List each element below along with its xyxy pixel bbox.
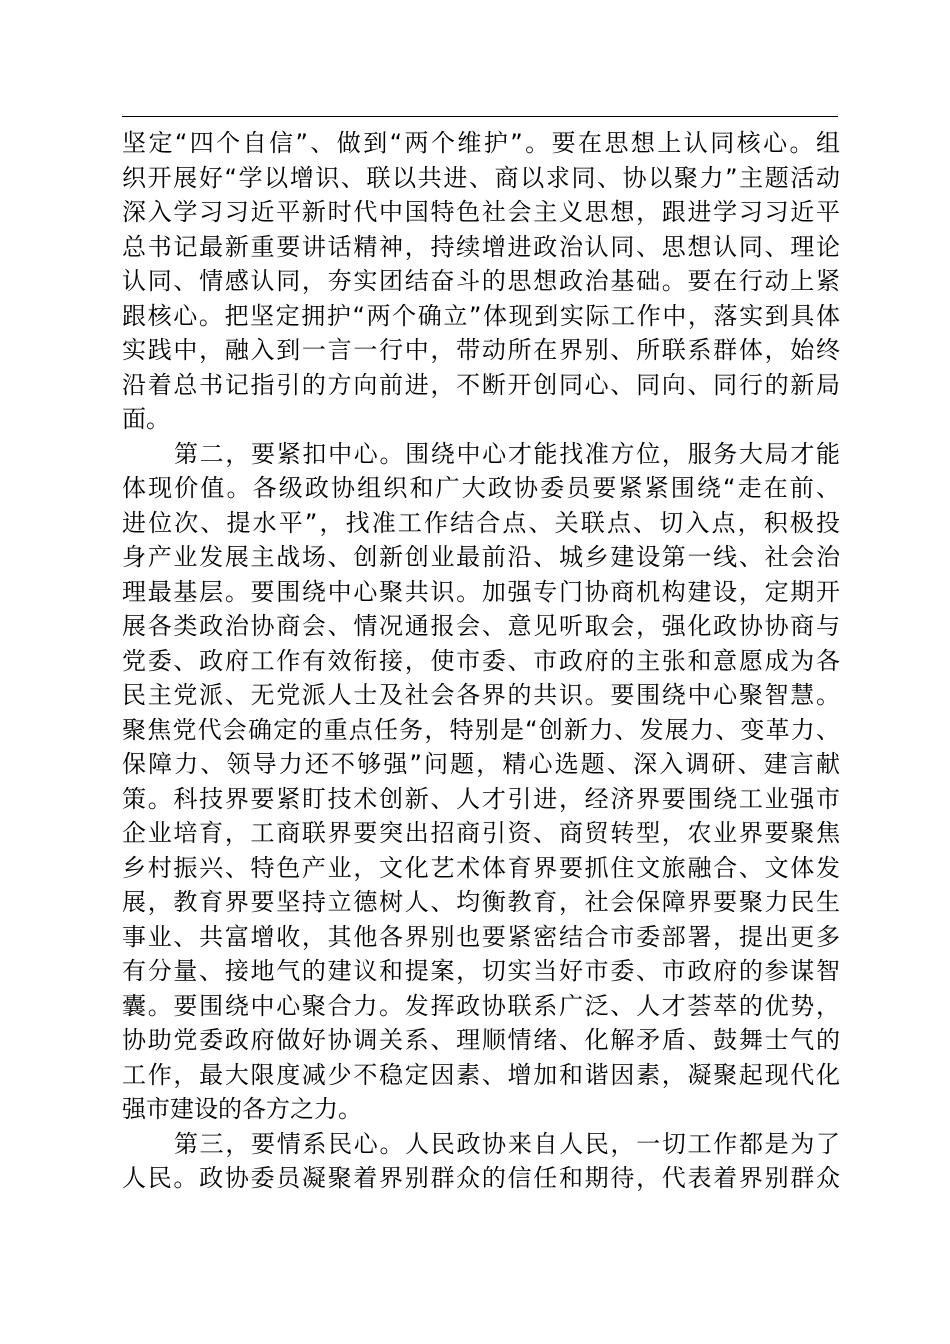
header-rule — [122, 116, 838, 117]
text-line: 织开展好“学以增识、联以共进、商以求同、协以聚力”主题活动 — [122, 163, 840, 192]
text-line: 进位次、提水平”，找准工作结合点、关联点、切入点，积极投 — [122, 508, 840, 537]
text-line: 工作，最大限度减少不稳定因素、增加和谐因素，凝聚起现代化 — [122, 1060, 840, 1089]
text-line: 理最基层。要围绕中心聚共识。加强专门协商机构建设，定期开 — [122, 577, 840, 606]
text-line: 党委、政府工作有效衔接，使市委、市政府的主张和意愿成为各 — [122, 646, 840, 675]
text-line: 体现价值。各级政协组织和广大政协委员要紧紧围绕“走在前、 — [122, 474, 840, 502]
text-line: 乡村振兴、特色产业，文化艺术体育界要抓住文旅融合、文体发 — [122, 853, 840, 882]
text-line: 人民。政协委员凝聚着界别群众的信任和期待，代表着界别群众 — [122, 1164, 840, 1192]
text-line: 深入学习习近平新时代中国特色社会主义思想，跟进学习习近平 — [122, 198, 840, 226]
text-line: 认同、情感认同，夯实团结奋斗的思想政治基础。要在行动上紧 — [122, 267, 840, 295]
text-line: 强市建设的各方之力。 — [122, 1095, 362, 1123]
text-line: 实践中，融入到一言一行中，带动所在界别、所联系群体，始终 — [122, 336, 840, 364]
body-text — [122, 126, 840, 1196]
text-line: 总书记最新重要讲话精神，持续增进政治认同、思想认同、理论 — [122, 232, 840, 261]
text-line: 囊。要围绕中心聚合力。发挥政协联系广泛、人才荟萃的优势， — [122, 991, 840, 1020]
text-line: 坚定“四个自信”、做到“两个维护”。要在思想上认同核心。组 — [122, 129, 840, 157]
text-line: 民主党派、无党派人士及社会各界的共识。要围绕中心聚智慧。 — [122, 681, 840, 709]
text-line: 第二，要紧扣中心。围绕中心才能找准方位，服务大局才能 — [174, 439, 840, 468]
text-line: 身产业发展主战场、创新创业最前沿、城乡建设第一线、社会治 — [122, 543, 840, 571]
text-line: 跟核心。把坚定拥护“两个确立”体现到实际工作中，落实到具体 — [122, 301, 840, 330]
text-line: 事业、共富增收，其他各界别也要紧密结合市委部署，提出更多 — [122, 922, 840, 951]
text-line: 策。科技界要紧盯技术创新、人才引进，经济界要围绕工业强市 — [122, 784, 840, 813]
text-line: 第三，要情系民心。人民政协来自人民，一切工作都是为了 — [174, 1129, 840, 1158]
text-line: 展各类政治协商会、情况通报会、意见听取会，强化政协协商与 — [122, 612, 840, 640]
text-line: 协助党委政府做好协调关系、理顺情绪、化解矛盾、鼓舞士气的 — [122, 1026, 840, 1054]
text-line: 面。 — [122, 405, 170, 433]
text-line: 展，教育界要坚持立德树人、均衡教育，社会保障界要聚力民生 — [122, 888, 840, 916]
text-line: 有分量、接地气的建议和提案，切实当好市委、市政府的参谋智 — [122, 957, 840, 985]
text-line: 沿着总书记指引的方向前进，不断开创同心、同向、同行的新局 — [122, 370, 840, 399]
text-line: 企业培育，工商联界要突出招商引资、商贸转型，农业界要聚焦 — [122, 819, 840, 847]
text-line: 保障力、领导力还不够强”问题，精心选题、深入调研、建言献 — [122, 750, 840, 778]
text-line: 聚焦党代会确定的重点任务，特别是“创新力、发展力、变革力、 — [122, 715, 840, 744]
